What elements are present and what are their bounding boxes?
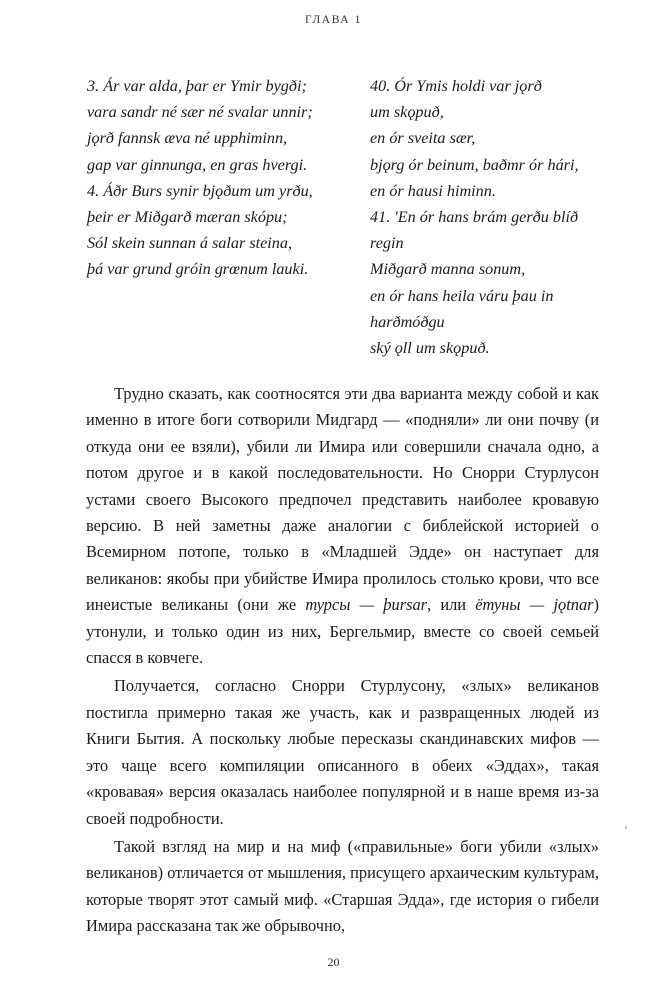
poem-line: ský ǫll um skǫpuð. — [370, 339, 490, 358]
text-run: , или — [427, 595, 476, 615]
running-header: ГЛАВА 1 — [305, 14, 362, 26]
margin-speck — [625, 826, 627, 829]
poem-line: harðmóðgu — [370, 312, 445, 331]
poem-line: jǫrð fannsk æva né upphiminn, — [87, 129, 288, 148]
text-run: Трудно сказать, как соотносятся эти два варианта между собой и как именно в итоге боги сотворили Мидгард — «подняли» ли они почву (и откуда они ее взяли), убили ли Имира или совершили сначала одно, а потом другое и в какой последовательности. Но Снорри Стурлусон устами своего Высокого предпочел представить наиболее кровавую версию. В ней заметны даже аналогии с библейской историей о Всемирном потопе, только в «Младшей Эдде» он наступает для великанов: якобы при убийстве Имира пролилось столько крови, что все инеистые великаны (они же — [86, 384, 599, 615]
poem-line: þeir er Miðgarð mæran skópu; — [87, 208, 288, 227]
page-number: 20 — [327, 955, 340, 969]
poem-line: en ór hausi himinn. — [370, 181, 496, 200]
italic-term: ётуны — jǫtnar — [475, 595, 594, 615]
text-run: Получается, согласно Снорри Стурлусону, «злых» великанов постигла примерно такая же участь, как и развращенных людей из Книги Бытия. А поскольку любые пересказы скандинавских мифов — это чаще всего компиляции описанного в обеих «Эддах», такая «кровавая» версия оказалась наиболее популярной и в наше время из-за своей подробности. — [86, 676, 599, 828]
italic-term: турсы — þursar — [305, 595, 428, 615]
poem-line: vara sandr né sær né svalar unnir; — [87, 103, 313, 122]
poem-line: regin — [370, 234, 404, 253]
poem-right-column — [370, 73, 579, 361]
poem-line: 4. Áðr Burs synir bjǫðum um yrðu, — [87, 181, 313, 200]
poem-line: en ór hans heila váru þau in — [370, 286, 554, 305]
body-paragraph — [86, 673, 599, 831]
text-run: ) утонули, и только один из них, Бергельмир, вместе со своей семьей спасся в ковчеге. — [86, 595, 599, 668]
body-paragraph — [86, 381, 599, 671]
body-paragraph — [86, 834, 599, 940]
poem-line: Sól skein sunnan á salar steina, — [87, 234, 293, 253]
poem-line: bjǫrg ór beinum, baðmr ór hári, — [370, 155, 579, 174]
body-text — [86, 381, 599, 940]
poem-line: gap var ginnunga, en gras hvergi. — [87, 155, 308, 174]
poem-line: 41. 'En ór hans brám gerðu blíð — [370, 208, 579, 227]
poem-line: en ór sveita sær, — [370, 129, 476, 148]
text-run: Такой взгляд на мир и на миф («правильные» боги убили «злых» великанов) отличается от мышления, присущего архаическим культурам, которые творят этот самый миф. «Старшая Эдда», где история о гибели Имира рассказана так же обрывочно, — [86, 836, 599, 936]
poem-line: um skǫpuð, — [370, 103, 444, 122]
poem-line: 40. Ór Ymis holdi var jǫrð — [370, 77, 542, 95]
poem-left-column — [87, 73, 313, 283]
poem-line: Miðgarð manna sonum, — [370, 260, 526, 279]
poem-line: 3. Ár var alda, þar er Ymir bygði; — [87, 77, 307, 95]
poem-line: þá var grund gróin grœnum lauki. — [87, 260, 309, 279]
